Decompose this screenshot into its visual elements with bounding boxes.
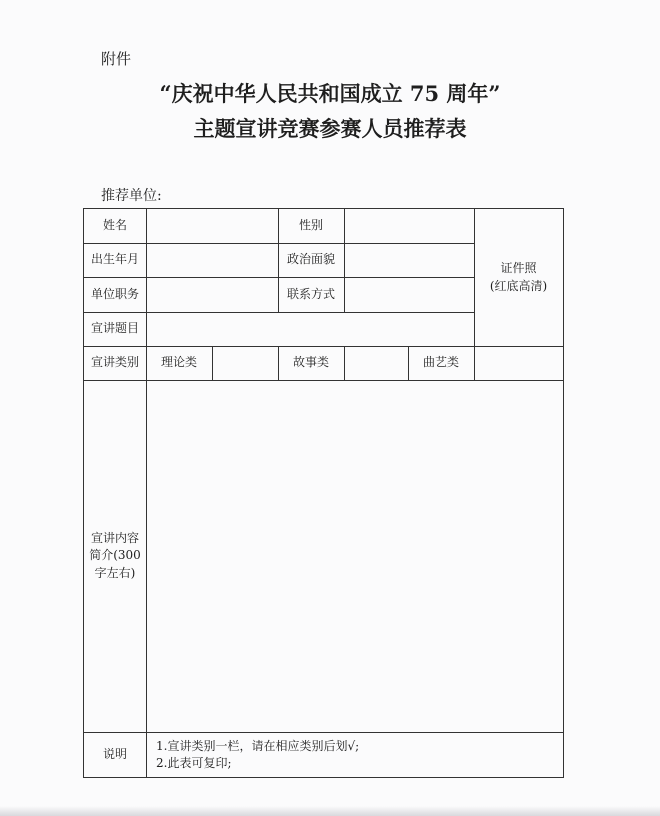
summary-label-line-3: 字左右)	[94, 565, 136, 580]
summary-label-line-1: 宣讲内容	[90, 530, 139, 545]
note-2: 2.此表可复印;	[156, 756, 232, 770]
category-opera-check[interactable]	[474, 346, 563, 380]
category-story-check[interactable]	[344, 346, 408, 380]
category-theory-label: 理论类	[160, 355, 197, 370]
photo-label: 证件照	[500, 261, 537, 276]
category-opera-label: 曲艺类	[422, 355, 459, 370]
row-divider	[84, 732, 563, 733]
category-story-label: 故事类	[292, 355, 329, 370]
summary-field[interactable]	[146, 380, 563, 732]
birth-field[interactable]	[146, 243, 278, 277]
title-line-1: “庆祝中华人民共和国成立 75 周年”	[159, 81, 501, 106]
attachment-label: 附件	[101, 50, 132, 68]
contact-label: 联系方式	[286, 286, 335, 301]
notes-label: 说明	[102, 746, 127, 761]
topic-field[interactable]	[146, 312, 474, 346]
page-bottom-shadow	[0, 806, 660, 816]
note-1: 1.宣讲类别一栏，请在相应类别后划√;	[156, 739, 360, 753]
position-field[interactable]	[146, 277, 278, 312]
notes-content	[156, 738, 359, 772]
title-line-2: 主题宣讲竞赛参赛人员推荐表	[193, 116, 467, 141]
contact-field[interactable]	[344, 277, 474, 312]
birth-label: 出生年月	[90, 252, 139, 267]
photo-cell[interactable]	[474, 209, 563, 346]
political-status-label: 政治面貌	[286, 252, 335, 267]
recommendation-form-table	[83, 208, 564, 778]
political-status-field[interactable]	[344, 243, 474, 277]
recommending-unit-label: 推荐单位:	[101, 188, 162, 204]
position-label: 单位职务	[90, 286, 139, 301]
photo-note: (红底高清)	[489, 278, 548, 293]
category-label: 宣讲类别	[90, 355, 139, 370]
gender-label: 性别	[298, 218, 323, 233]
gender-field[interactable]	[344, 209, 474, 243]
name-field[interactable]	[146, 209, 278, 243]
topic-label: 宣讲题目	[90, 321, 139, 336]
summary-label	[84, 380, 146, 732]
summary-label-line-2: 简介(300	[89, 548, 141, 563]
category-theory-check[interactable]	[212, 346, 278, 380]
name-label: 姓名	[102, 218, 127, 233]
